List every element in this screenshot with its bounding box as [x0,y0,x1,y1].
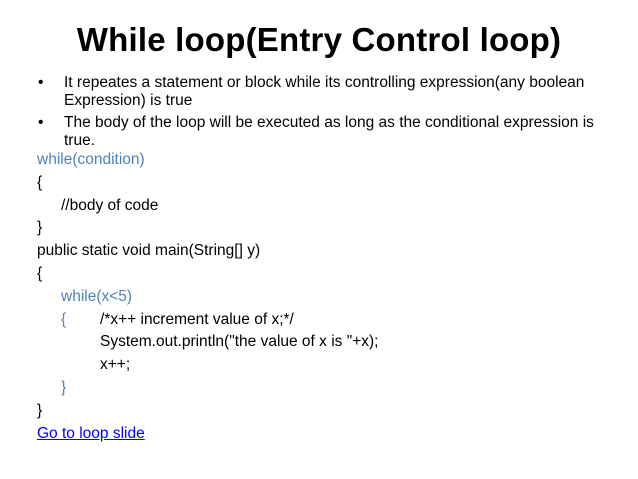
code-line [37,423,617,446]
code-line: { [37,173,43,191]
code-line: } [61,378,67,396]
code-brace: { [61,310,67,328]
code-line: System.out.println("the value of x is "+x); [100,333,379,351]
code-line: //body of code [61,196,159,214]
code-line: while(condition) [37,151,145,168]
loop-slide-link[interactable]: Go to loop slide [37,424,145,442]
slide-title: While loop(Entry Control loop) [76,21,562,58]
code-line: } [37,401,43,419]
code-line: while(x<5) [61,287,133,305]
code-block [37,149,617,445]
bullet-text: It repeates a statement or block while its controlling expression(any boolean Expression) is true [64,74,585,109]
bullet-item [37,74,597,110]
bullet-item [37,114,597,150]
code-line: x++; [100,356,131,374]
bullet-icon: • [38,74,44,91]
code-comment: /*x++ increment value of x;*/ [100,310,294,328]
code-line: } [37,219,43,237]
bullet-icon: • [38,114,44,131]
code-line: public static void main(String[] y) [37,242,261,260]
code-line [37,309,617,332]
bullet-text: The body of the loop will be executed as long as the conditional expression is true. [64,114,594,149]
code-line: { [37,264,43,282]
bullet-list [37,74,597,154]
